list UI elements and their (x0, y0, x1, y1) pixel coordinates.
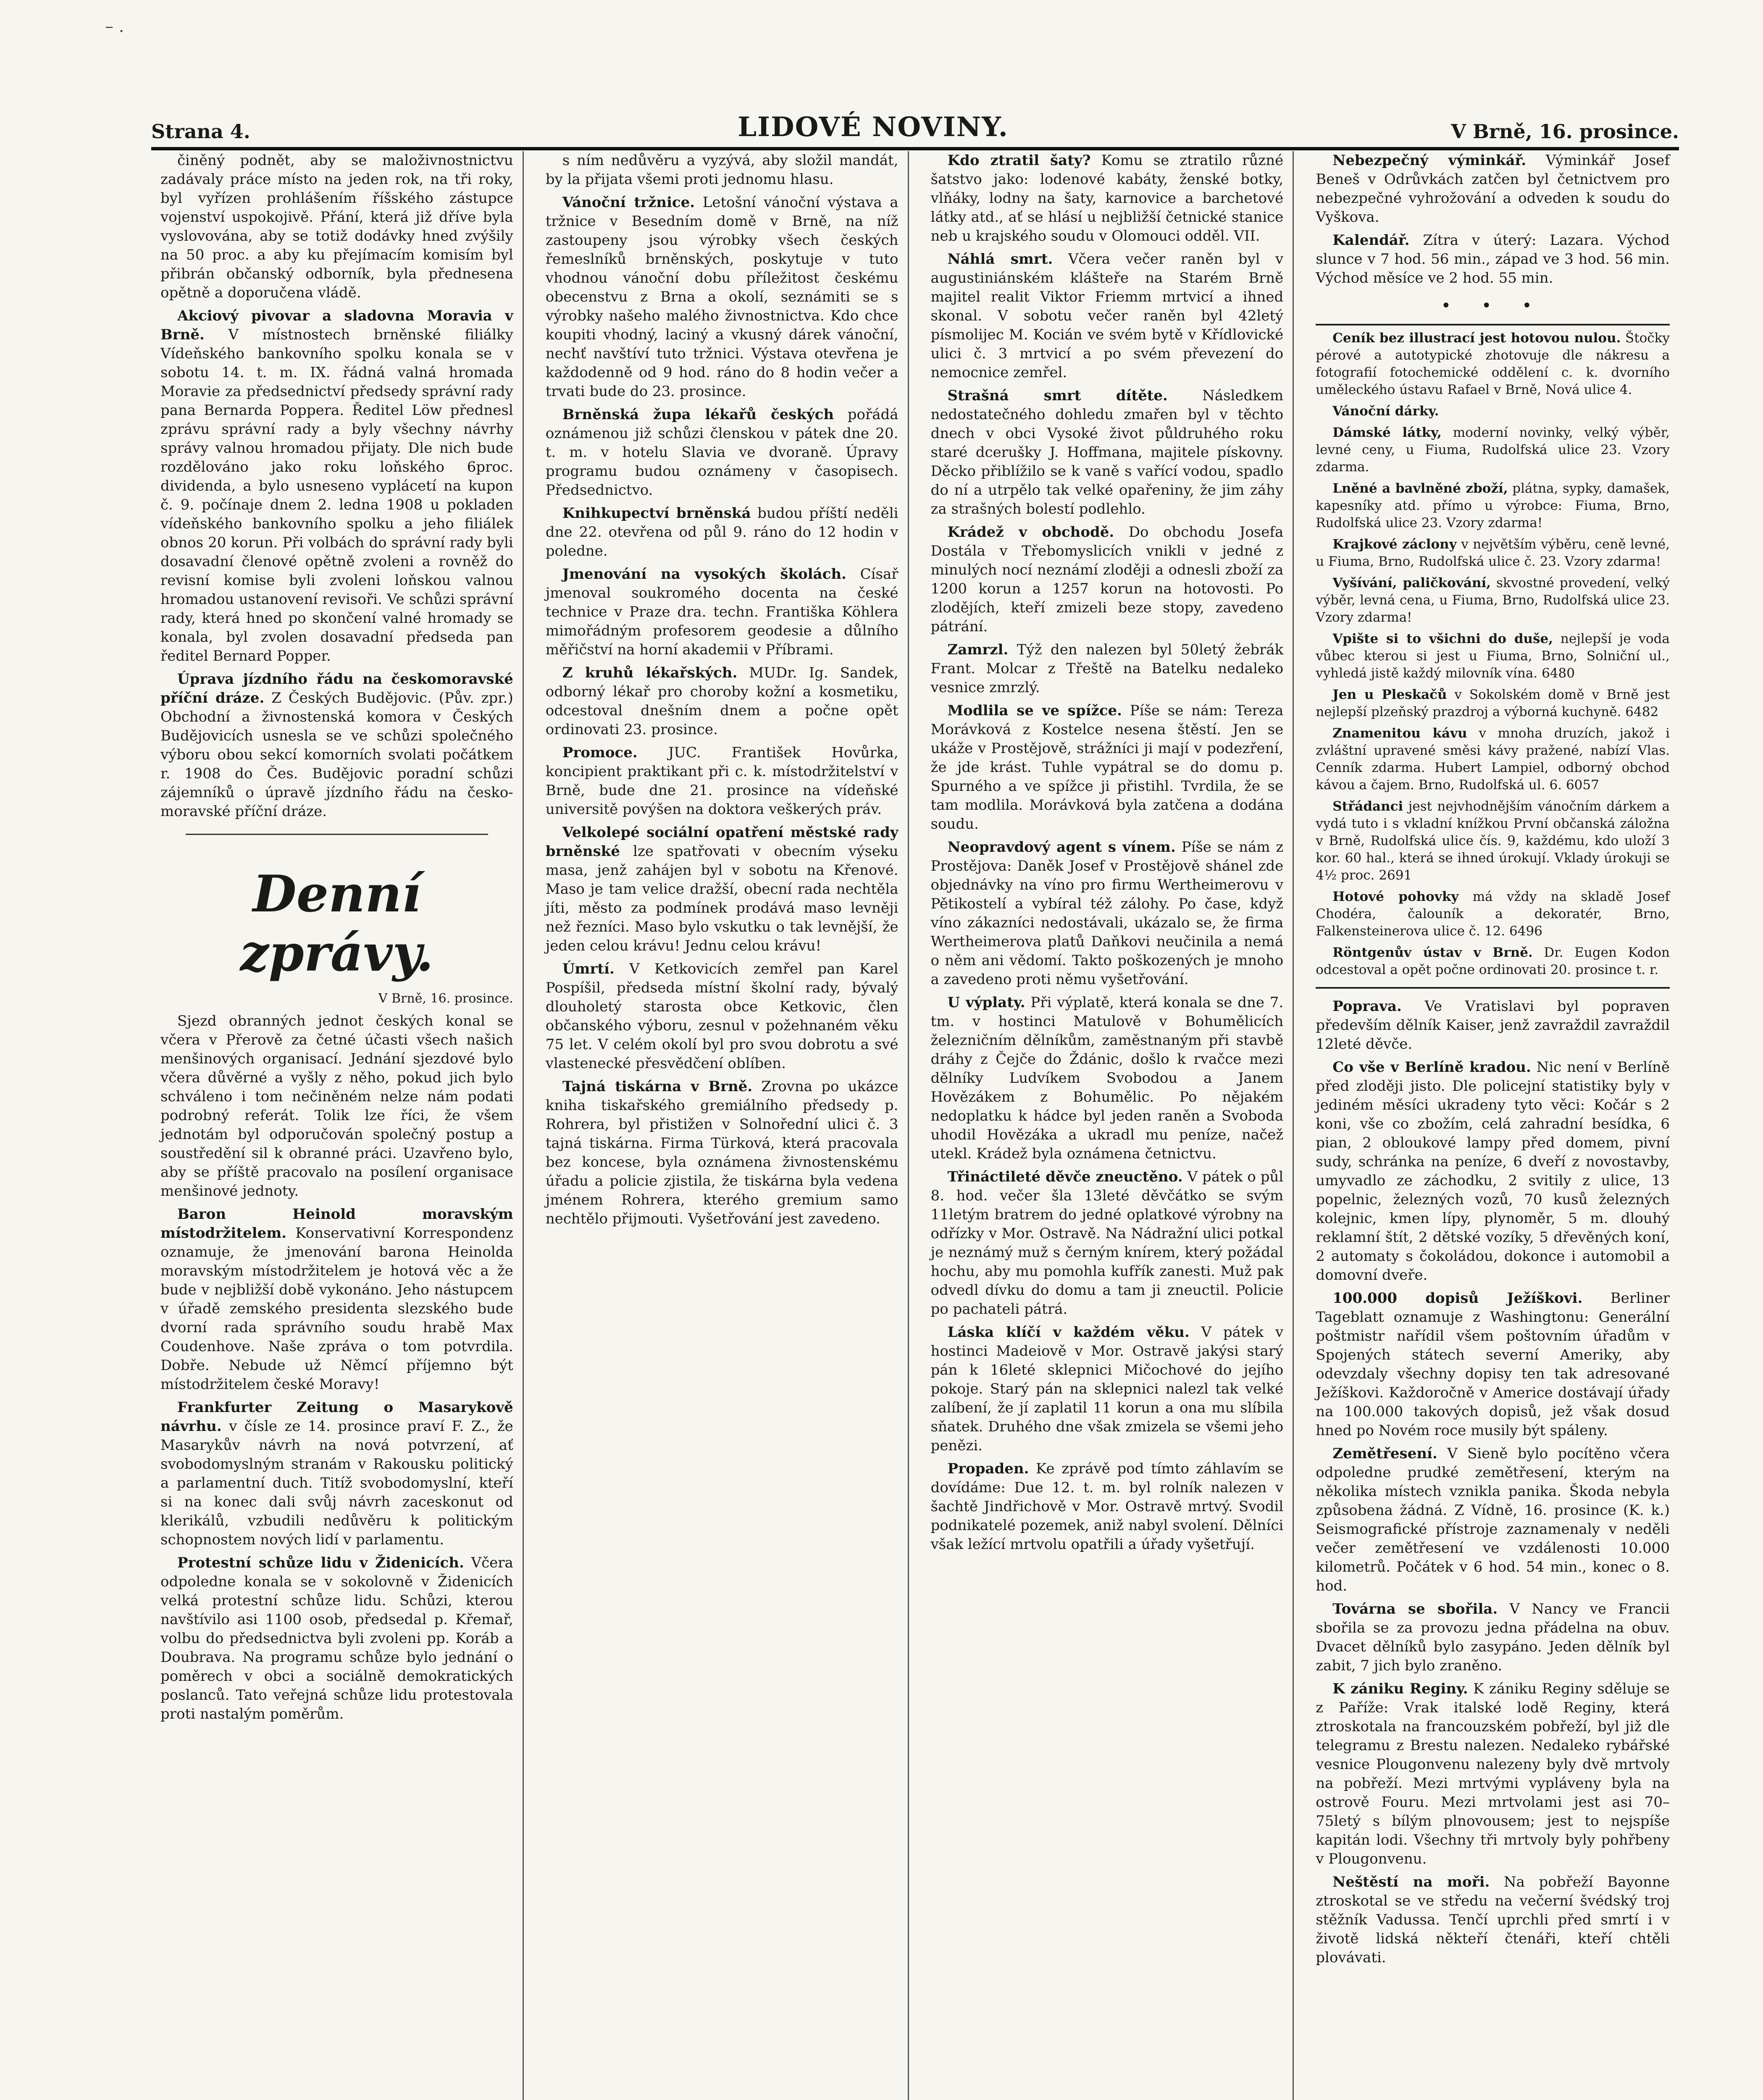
article-heading: Vánoční dárky. (1332, 404, 1439, 419)
article-body: Ve Vratislavi byl popraven především dělník Kaiser, jenž zavraždil zavraždil 12leté děvče. (1316, 998, 1670, 1053)
article-body: V pátek v hostinci Madeiově v Mor. Ostravě jakýsi starý pán k 16leté sklepnici Mičochové do jejího pokoje. Starý pán na sklepnici nalezl tak velké zalíbení, že jí zaplatil 11 korun a ona mu slíbila sňatek. Druhého dne však zmizela se všemi jeho penězi. (930, 1324, 1284, 1454)
article (1316, 403, 1670, 420)
article-body: V Nancy ve Francii sbořila se za provozu jedna přádelna na obuv. Dvacet dělníků bylo zasypáno. Jeden dělník byl zabit, 7 jich bylo zraněno. (1316, 1601, 1670, 1674)
article-heading: Střádanci (1332, 799, 1403, 814)
article-body: s ním nedůvěru a vyzývá, aby složil mandát, by la přijata všemi proti jednomu hlasu. (545, 152, 899, 188)
article-body: Sjezd obranných jednot českých konal se včera v Přerově za četné účasti všech našich menšinových organisací. Jednání sjezdové bylo včera důvěrné a vyšly z něho, pokud jich bylo schváleno i tom nečiněném nelze nám podati podrobný referát. Tolik lze říci, že všem jednotám byl odporučován společný postup a soustředění sil k obranné práci. Uzavřeno bylo, aby se příště pracovalo na posílení organisace menšinové jednoty. (160, 1013, 513, 1200)
article-body: V Ketkovicích zemřel pan Karel Pospíšil, předseda místní školní rady, bývalý dlouholetý starosta obce Ketkovic, člen občanského výboru, zesnul v požehnaném věku 75 let. V celém okolí byl pro svou dobrotu a své vlastenecké přesvědčení oblíben. (545, 961, 899, 1072)
newspaper-title: LIDOVÉ NOVINY. (738, 111, 1009, 143)
article-body: v největším výběru, ceně levné, u Fiuma, Brno, Rudolfská ulice č. 23. Vzory zdarma! (1316, 537, 1670, 569)
article-body: Zítra v úterý: Lazara. Východ slunce v 7 hod. 56 min., západ ve 3 hod. 56 min. Východ měsíce ve 2 hod. 55 min. (1316, 232, 1670, 286)
article-heading: Lněné a bavlněné zboží, (1332, 481, 1508, 496)
article (931, 838, 1284, 989)
article-body: Štočky pérové a autotypické zhotovuje dle nákresu a fotografií fotochemické oddělení c. k. dvorního uměleckého ústavu Rafael v Brně, Nová ulice 4. (1316, 331, 1670, 397)
divider (186, 834, 488, 835)
article-body: jest nejvhodnějším vánočním dárkem a vydá tuto i s vkladní knížkou První občanská záložna v Brně, Rudolfská ulice čís. 9, každému, kdo uloží 3 kor. 60 hal., která se ihned úrokují. Vklady úrokuji se 4½ proc. 2691 (1316, 799, 1670, 883)
article-heading: Akciový pivovar a sladovna Moravia v Brně. (160, 307, 513, 343)
article (546, 743, 899, 819)
article (160, 151, 513, 302)
article-body: K zániku Reginy sděluje se z Paříže: Vrak italské lodě Reginy, která ztroskotala na francouzském pobřeží, byl již dle telegramu z Brestu nalezen. Nedaleko rybářské vesnice Plougonvenu nalezeny byly dvě mrtvoly na pobřeží. Mezi mrtvými vypláveny byla na ostrově Fouru. Mezi mrtvolami jest asi 70–75letý s bílým plnovousem; jest to nejspíše kapitán lodi. Všechny tři mrtvoly byly pohřbeny v Plougonvenu. (1316, 1680, 1670, 1867)
text-columns (151, 151, 1679, 2100)
section-title: Denní zprávy. (240, 864, 434, 983)
article-heading: Knihkupectví brněnská (562, 505, 751, 522)
article-body: V místnostech brněnské filiálky Vídeňského bankovního spolku konala se v sobotu 14. t. m. IX. řádná valná hromada Moravie za předsednictví předsedy správní rady pana Bernarda Poppera. Ředitel Löw přednesl zprávu správní rady a byly všechny návrhy správy valnou hromadou přijaty. Dle nich bude rozdělováno jako roku loňského 6proc. dividenda, a bylo usneseno vyplácetí na kupon č. 9. počínaje dnem 2. ledna 1908 u pokladen vídeňského bankovního spolku a jeho filiálek obnos 20 korun. Při volbách do správní rady byli dosavadní členové opětně zvoleni a rovněž do revisní komise byli zvoleni loňskou valnou hromadou ustanovení revisoři. Ve schůzi správní rady, která hned po skončení valné hromady se konala, byl zvolen dosavadní předseda pan ředitel Bernard Popper. (160, 326, 513, 664)
article-heading: Baron Heinold moravským místodržitelem. (160, 1206, 513, 1242)
article-body: Berliner Tageblatt oznamuje z Washingtonu: Generální poštmistr nařídil všem poštovním úřadům v Spojených státech severní Ameriky, aby odevzdaly všechny dopisy ten tak adresované Ježíškovi. Každoročně v Americe dostávají úřady na 100.000 takových dopisů, jež však dosud hned po Novém roce musily být spáleny. (1316, 1290, 1670, 1439)
article (546, 151, 899, 189)
article-heading: Kalendář. (1332, 232, 1410, 249)
article-body: Při výplatě, která konala se dne 7. tm. v hostinci Matulově v Bohumělicích železničním dělníkům, zaměstnaným při stavbě dráhy z Čejče do Ždánic, došlo k rvačce mezi dělníky Ludvíkem Svobodou a Janem Hovězákem z Bohumělic. Po nějakém nedoplatku k hádce byl jeden raněn a Svoboda uhodil Hovězáka a ukradl mu peníze, načež utekl. Krádež byla oznámena četnictvu. (930, 994, 1284, 1162)
article-body: Výminkář Josef Beneš v Odrůvkách zatčen byl četnictvem pro nebezpečné vyhrožování a odveden k soudu do Vyškova. (1316, 152, 1670, 226)
article-heading: Nebezpečný výminkář. (1332, 152, 1527, 169)
page-number: Strana 4. (151, 120, 250, 143)
article (931, 1168, 1284, 1319)
article-body: V pátek o půl 8. hod. večer šla 13leté děvčátko se svým 11letým bratrem do jedné oplatkové výrobny na odřízky v Mor. Ostravě. Na Nádražní ulici potkal je neznámý muž s černým knírem, který požádal hochu, aby mu pomohla kufřík zanesti. Muž pak odvedl dívku do domu a tam ji zneuctil. Policie po pachateli pátrá. (930, 1168, 1284, 1318)
article-heading: Zamrzl. (947, 641, 1009, 658)
article-heading: Láska klíčí v každém věku. (947, 1324, 1190, 1341)
separator-stars: • • • (1441, 296, 1545, 315)
article-body: lze spatřovati v obecním výseku masa, jenž zahájen byl v sobotu na Křenové. Maso je tam velice dražší, obecní rada nechtěla jíti, město za podmínek prodává maso levněji než řezníci. Maso bylo vskutku o tak levnější, že jeden celou krávu! Jednu celou krávu! (545, 843, 899, 954)
article (931, 640, 1284, 697)
article (931, 993, 1284, 1163)
article-body: v čísle ze 14. prosince praví F. Z., že Masarykův návrh na nová potvrzení, ať svobodomyslným stranám v Rakousku politický a parlamentní duch. Titíž svobodomyslní, kteří si na konec dali svůj návrh zaceskonut od klerikálů, vzbudili nedůvěru k politickým schopnostem nových lidí v parlamentu. (160, 1418, 513, 1548)
article (546, 504, 899, 561)
article-heading: Velkolepé sociální opatření městské rady brněnské (545, 824, 899, 860)
article-body: Včera odpoledne konala se v sokolovně v Židenicích velká protestní schůze lidu. Schůzi, kterou navštívilo asi 1100 osob, předsedal p. Křemař, volbu do předsednictva byli zvoleni pp. Koráb a Doubrava. Na programu schůze bylo jednání o poměrech v obci a sociálně demokratických poslanců. Tato veřejná schůze lidu protestovala proti nastalým poměrům. (160, 1554, 513, 1722)
article-body: Z Českých Budějovic. (Pův. zpr.) Obchodní a živnostenská komora v Českých Budějovicích usnesla se ve schůzi společného výboru obou sekcí komorních svolati počátkem r. 1908 do Čes. Budějovic poradní schůzi zájemníků o úpravě jízdního řádu na česko-moravské příční dráze. (160, 690, 513, 820)
article-body: Píše se nám: Tereza Morávková z Kostelce nesena štěstí. Jen se ukáže v Prostějově, strážníci ji mají v podezření, že jde krást. Tuhle vypátral se do domu p. Spurného a ve spížce ji přistihl. Tvrdila, že se tam modlila. Morávková byla zatčena a dodána soudu. (930, 702, 1284, 832)
article-heading: Ceník bez illustrací jest hotovou nulou. (1332, 331, 1621, 346)
article-heading: Röntgenův ústav v Brně. (1332, 945, 1533, 960)
article (1316, 536, 1670, 570)
article-body: Píše se nám z Prostějova: Daněk Josef v Prostějově shánel zde objednávky na víno pro firmu Wertheimerovu v Pětikostelí a vybíral též zálohy. Po čase, když víno zákazníci nedostávali, ukázalo se, že firma Wertheimerova platů Daňkovi neučinila a nemá o něm ani vědomí. Takto poškozených je mnoho a zavedeno proti němu vyšetřování. (930, 839, 1284, 988)
article-heading: Krajkové záclony (1332, 537, 1457, 552)
article (1316, 330, 1670, 399)
article-heading: Úprava jízdního řádu na českomoravské příční dráze. (160, 671, 513, 706)
column-1 (151, 151, 524, 2100)
article (931, 701, 1284, 834)
article-heading: 100.000 dopisů Ježíškovi. (1332, 1290, 1583, 1307)
article (1316, 725, 1670, 794)
issue-date: V Brně, 16. prosince. (1451, 120, 1679, 143)
article-body: plátna, sypky, damašek, kapesníky atd. přímo u výrobce: Fiuma, Brno, Rudolfská ulice 23. Vzory zdarma! (1316, 481, 1670, 530)
article (160, 1554, 513, 1724)
article (931, 151, 1284, 246)
article (1316, 686, 1670, 721)
article-heading: Promoce. (562, 744, 638, 761)
article-body: v Sokolském domě v Brně jest nejlepší plzeňský prazdroj a výborná kuchyně. 6482 (1316, 687, 1670, 719)
article (1316, 997, 1670, 1054)
article-body: Na pobřeží Bayonne ztroskotal se ve středu na večerní švédský troj stěžník Vadussa. Tenčí uprchli před smrtí i v životě lidská někteří čtenáři, kteří chtěli plovávati. (1316, 1874, 1670, 1966)
article-body: Do obchodu Josefa Dostála v Třebomyslicích vnikli v jedné z minulých nocí neznámí zloději a odnesli zboží za 1200 korun a 1257 korun na hotovosti. Po zlodějích, kteří zmizeli beze stopy, zavedeno pátrání. (930, 524, 1284, 635)
article-heading: U výplaty. (947, 994, 1025, 1011)
article-body: činěný podnět, aby se maloživnostnictvu zadávaly práce místo na jeden rok, na tři roky, byl vyřízen prohlášením říšského zástupce vojenství uspokojivě. Přání, která již dříve byla vyslovována, aby se totiž dodávky hned zvýšily na 50 proc. a aby ku přejímacím komisím byl přibrán občanský odborník, byla přednesena opětně a doporučena vládě. (160, 152, 513, 301)
article-heading: Propaden. (947, 1460, 1029, 1477)
article (1316, 1680, 1670, 1869)
article-body: budou příští neděli dne 22. otevřena od půl 9. ráno do 12 hodin v poledne. (545, 505, 899, 559)
article (931, 523, 1284, 636)
column-2 (536, 151, 909, 2100)
article-body: Konservativní Korrespondenz oznamuje, že jmenování barona Heinolda moravským místodržitelem je hotová věc a že bude v nejbližší době vykonáno. Jeho nástupcem v úřadě zemského presidenta slezského bude dvorní rada správního soudu hrabě Max Coudenhove. Naše zpráva o tom potvrdila. Dobře. Nebude už Němcí příjemno být místodržitelem české Moravy! (160, 1225, 513, 1393)
article-body: Komu se ztratilo různé šatstvo jako: lodenové kabáty, ženské botky, vlňáky, lodny na šaty, karnovice a barchetové látky atd., ať se hlásí u nejbližší četnické stanice neb u krajského soudu v Olomouci odděl. VII. (930, 152, 1284, 244)
article-heading: Krádež v obchodě. (947, 524, 1114, 541)
article (1316, 944, 1670, 979)
article-heading: Frankfurter Zeitung o Masarykově návrhu. (160, 1399, 513, 1435)
article (160, 1398, 513, 1549)
article-heading: Brněnská župa lékařů českých (562, 406, 834, 423)
article-body: má vždy na skladě Josef Chodéra, čalouník a dekoratér, Brno, Falkensteinerova ulice č. 12. 6496 (1316, 889, 1670, 939)
article-heading: Z kruhů lékařských. (562, 664, 738, 681)
article-heading: Poprava. (1332, 998, 1402, 1015)
article-body: MUDr. Ig. Sandek, odborný lékař pro choroby kožní a kosmetiku, odcestoval dnešním dnem a počne opět ordinovati 23. prosince. (545, 664, 899, 738)
article (546, 1077, 899, 1228)
article-heading: Vánoční tržnice. (562, 194, 695, 211)
article (1316, 1600, 1670, 1675)
article (931, 1323, 1284, 1455)
article-heading: Hotové pohovky (1332, 889, 1459, 904)
article-heading: Strašná smrt dítěte. (947, 387, 1168, 404)
article (1316, 1289, 1670, 1440)
article-body: v mnoha druzích, jakož i zvláštní upravené směsi kávy pražené, nabízí Vlas. Cenník zdarma. Hubert Lampiel, odborný obchod kávou a čajem. Brno, Rudolfská ul. 6. 6057 (1316, 726, 1670, 793)
article (931, 386, 1284, 519)
section-dateline: V Brně, 16. prosince. (378, 991, 513, 1006)
article-heading: Neopravdový agent s vínem. (947, 839, 1176, 856)
article-body: Zrovna po ukázce kniha tiskařského gremiálního předsedy p. Rohrera, byl přistižen v Solnořední ulici č. 3 tajná tiskárna. Firma Türková, která pracovala bez koncese, byla oznámena živnostenskému úřadu a policie zjistila, že tiskárna byla vedena jménem Rohrera, kterého gremium samo nechtělo přijmouti. Vyšetřování jest zavedeno. (545, 1078, 899, 1227)
scan-mark: – . (105, 17, 124, 36)
article-heading: Tajná tiskárna v Brně. (562, 1078, 753, 1095)
article (1316, 1444, 1670, 1596)
article (931, 1460, 1284, 1554)
article-body: JUC. František Hovůrka, koncipient praktikant při c. k. místodržitelství v Brně, bude dne 21. prosince na vídeňské universitě povýšen na doktora veškerých práv. (545, 744, 899, 818)
article (1316, 424, 1670, 476)
article (546, 565, 899, 659)
article (1316, 798, 1670, 884)
article (1316, 231, 1670, 288)
article-body: Včera večer raněn byl v augustiniánském klášteře na Starém Brně majitel realit Viktor Friemm mrtvicí a ihned skonal. V sobotu večer raněn byl 42letý písmolijec M. Kocián ve svém bytě v Křídlovické ulici č. 3 mrtvicí a po svém převezení do nemocnice zemřel. (930, 251, 1284, 381)
article-heading: Jen u Pleskačů (1332, 687, 1447, 702)
advertisements (1316, 324, 1670, 989)
article-heading: Jmenování na vysokých školách. (562, 566, 846, 583)
column-3 (922, 151, 1294, 2100)
article-body: moderní novinky, velký výběr, levné ceny, u Fiuma, Rudolfská ulice 23. Vzory zdarma. (1316, 425, 1670, 475)
article-heading: Dámské látky, (1332, 425, 1442, 440)
article-heading: Náhlá smrt. (947, 251, 1053, 268)
page-header (151, 113, 1679, 150)
article-heading: Neštěstí na moři. (1332, 1874, 1490, 1890)
article-heading: Továrna se sbořila. (1332, 1601, 1498, 1617)
article-heading: Modlila se ve spížce. (947, 702, 1122, 719)
article (546, 664, 899, 739)
article (1316, 1873, 1670, 1967)
article (1316, 630, 1670, 682)
article-heading: K zániku Reginy. (1332, 1680, 1468, 1697)
article (546, 193, 899, 401)
article-heading: Vpište si to všichni do duše, (1332, 631, 1553, 646)
article-heading: Třináctileté děvče zneuctěno. (947, 1168, 1183, 1185)
article (1316, 1058, 1670, 1285)
article-body: Dr. Eugen Kodon odcestoval a opět počne ordinovati 20. prosince t. r. (1316, 945, 1670, 977)
article-heading: Co vše v Berlíně kradou. (1332, 1059, 1531, 1076)
article-body: Následkem nedostatečného dohledu zmařen byl v těchto dnech v obci Vysoké život půldruhého roku staré dcerušky J. Hoffmana, majitele pískovny. Děcko přiblížilo se k vaně s vařící vodou, spadlo do ní a utrpělo tak velké opařeniny, že jim záhy za strašných bolestí podlehlo. (930, 387, 1284, 517)
column-4 (1306, 151, 1679, 2100)
article-body: Císař jmenoval soukromého docenta na české technice v Praze dra. techn. Františka Köhlera mimořádným profesorem geodesie a důlního měřičství na horní akademii v Příbrami. (545, 566, 899, 658)
article (546, 823, 899, 956)
article (931, 250, 1284, 382)
article-heading: Kdo ztratil šaty? (947, 152, 1091, 169)
article (160, 1012, 513, 1201)
article-body: skvostné provedení, velký výběr, levná cena, u Fiuma, Brno, Rudolfská ulice 23. Vzory zdarma! (1316, 575, 1670, 625)
article-heading: Zemětřesení. (1332, 1445, 1437, 1462)
article-heading: Protestní schůze lidu v Židenicích. (177, 1554, 464, 1571)
article (546, 405, 899, 500)
article-body: pořádá oznámenou již schůzi členskou v pátek dne 20. t. m. v hotelu Slavia ve dvoraně. Úpravy programu budou oznámeny v časopisech. Předsednictvo. (545, 406, 899, 499)
article (160, 670, 513, 821)
article-body: Ke zprávě pod tímto záhlavím se dovídáme: Due 12. t. m. byl rolník nalezen v šachtě Jindřichově v Mor. Ostravě mrtvý. Svodil podnikatelé pozemek, aniž nabyl svolení. Dělníci však ležící mrtvolu opatřili a úřady vyšetřují. (930, 1460, 1284, 1553)
article-body: nejlepší je voda vůbec kterou si jest u Fiuma, Brno, Solniční ul., vyhledá jistě každý milovník vína. 6480 (1316, 631, 1670, 681)
article-heading: Znamenitou kávu (1332, 726, 1467, 741)
article-body: Letošní vánoční výstava a tržnice v Besedním domě v Brně, na níž zastoupeny jsou výrobky všech českých řemeslníků brněnských, poskytuje v tuto vhodnou vánoční dobu příležitost českému obecenstvu z Brna a okolí, seznámiti se s výrobky našeho malého živnostnictva. Kdo chce koupiti vhodný, laciný a vkusný dárek vánoční, nechť navštíví tuto tržnici. Výstava otevřena je každodenně od 9 hod. ráno do 8 hodin večer a trvati bude do 23. prosince. (545, 194, 899, 400)
article (160, 307, 513, 666)
article (1316, 888, 1670, 940)
article-heading: Vyšívání, paličkování, (1332, 575, 1491, 591)
article (546, 960, 899, 1073)
article-heading: Úmrtí. (562, 961, 615, 977)
article (1316, 151, 1670, 227)
article (1316, 575, 1670, 626)
article-body: Týž den nalezen byl 50letý žebrák Frant. Molcar z Třeště na Batelku nedaleko vesnice zmrzlý. (930, 641, 1284, 696)
article-body: V Sieně bylo pocítěno včera odpoledne prudké zemětřesení, kterým na několika místech vznikla panika. Škoda nebyla způsobena žádná. Z Vídně, 16. prosince (K. k.) Seismografické přístroje zaznamenaly v neděli večer zemětřesení ve vzdálenosti 10.000 kilometrů. Počátek v 6 hod. 54 min., konec o 8. hod. (1316, 1445, 1670, 1594)
article-body: Nic není v Berlíně před zloději jisto. Dle policejní statistiky byly v jediném měsíci ukradeny tyto věci: Kočár s 2 koni, vše co zbožím, celá zahradní besídka, 6 pian, 2 obloukové lampy před domem, pivní sudy, schránka na peníze, 6 dveří z novostavby, umyvadlo ze záchodku, 2 svitily z ulice, 13 popelnic, železných vozů, 70 kusů železných kolejnic, kmen lípy, plynoměr, 5 m. dlouhý reklamní štít, 2 dětské vozíky, 5 dřevěných koní, 2 automaty s čokoládou, dokonce i automobil a domovní dveře. (1316, 1059, 1670, 1284)
article (160, 1205, 513, 1394)
article (1316, 480, 1670, 532)
